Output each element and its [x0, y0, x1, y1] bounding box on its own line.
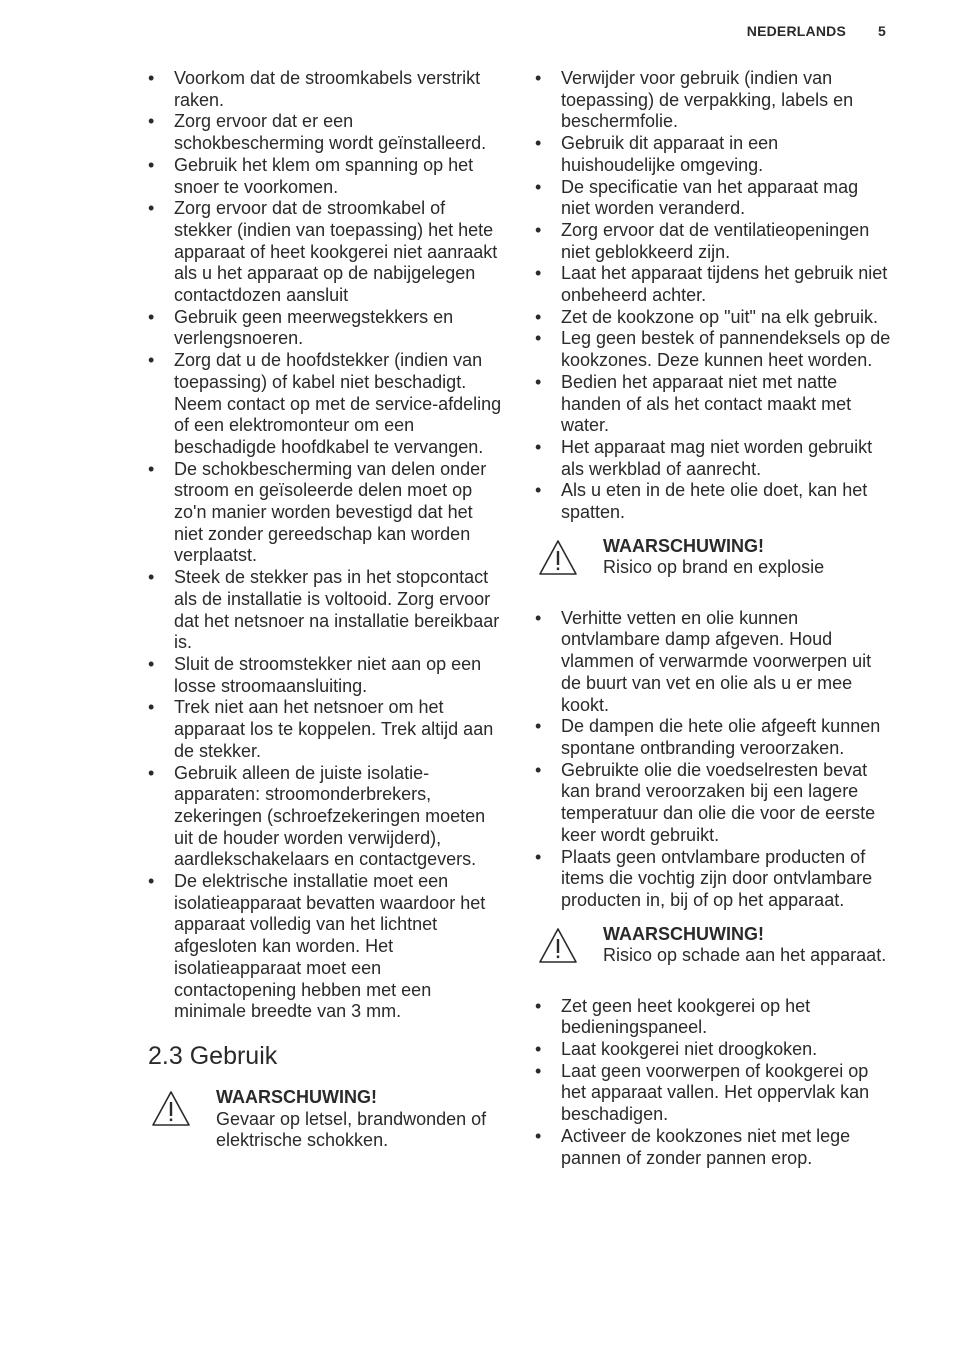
list-item: • Verhitte vetten en olie kunnen ontvlambare damp afgeven. Houd vlammen of verwarmde voorwerpen uit de buurt van vet en olie als u er mee kookt.	[535, 608, 891, 717]
list-item: • De specificatie van het apparaat mag niet worden veranderd.	[535, 177, 891, 220]
warning-text: Risico op brand en explosie	[603, 557, 825, 578]
list-item: • Activeer de kookzones niet met lege pannen of zonder pannen erop.	[535, 1126, 891, 1169]
list-item: • Laat het apparaat tijdens het gebruik niet onbeheerd achter.	[535, 263, 891, 306]
warning-block-fire	[535, 536, 891, 586]
list-item: • De dampen die hete olie afgeeft kunnen spontane ontbranding veroorzaken.	[535, 716, 891, 759]
left-bullet-list	[148, 68, 504, 1023]
list-item: • De schokbescherming van delen onder stroom en geïsoleerde delen moet op zo'n manier worden bevestigd dat het niet zonder gereedschap kan worden verplaatst.	[148, 459, 504, 568]
list-item: • Laat geen voorwerpen of kookgerei op het apparaat vallen. Het oppervlak kan beschadigen.	[535, 1061, 891, 1126]
section-heading	[148, 1041, 504, 1071]
list-item: • Bedien het apparaat niet met natte handen of als het contact maakt met water.	[535, 372, 891, 437]
warning-triangle-icon	[538, 927, 578, 964]
list-item: • Voorkom dat de stroomkabels verstrikt raken.	[148, 68, 504, 111]
list-item: • Trek niet aan het netsnoer om het apparaat los te koppelen. Trek altijd aan de stekker.	[148, 697, 504, 762]
warning-block-damage	[535, 924, 891, 974]
page-number: 5	[878, 23, 886, 39]
warning-text: Risico op schade aan het apparaat.	[603, 945, 887, 966]
left-column	[148, 68, 504, 1174]
list-item: • Het apparaat mag niet worden gebruikt als werkblad of aanrecht.	[535, 437, 891, 480]
list-item: • Zet de kookzone op "uit" na elk gebruik.	[535, 307, 891, 329]
list-item: • Als u eten in de hete olie doet, kan het spatten.	[535, 480, 891, 523]
warning-title: WAARSCHUWING!	[216, 1086, 377, 1107]
list-item: • Gebruik alleen de juiste isolatie-apparaten: stroomonderbrekers, zekeringen (schroefzekeringen moeten uit de houder worden verwijderd), aardlekschakelaars en contactgevers.	[148, 763, 504, 872]
list-item: • Gebruik dit apparaat in een huishoudelijke omgeving.	[535, 133, 891, 176]
list-item: • Sluit de stroomstekker niet aan op een losse stroomaansluiting.	[148, 654, 504, 697]
warning-text: Gevaar op letsel, brandwonden of elektrische schokken.	[216, 1108, 487, 1151]
list-item: • Zorg ervoor dat de stroomkabel of stekker (indien van toepassing) het hete apparaat of heet kookgerei niet aanraakt als u het apparaat op de nabijgelegen contactdozen aansluit	[148, 198, 504, 307]
right-bullet-list-b	[535, 608, 891, 912]
section-title: Gebruik	[189, 1041, 278, 1070]
list-item: • Steek de stekker pas in het stopcontact als de installatie is voltooid. Zorg ervoor dat het netsnoer na installatie bereikbaar is.	[148, 567, 504, 654]
list-item: • Zet geen heet kookgerei op het bedieningspaneel.	[535, 996, 891, 1039]
right-column	[535, 68, 891, 1169]
warning-title: WAARSCHUWING!	[603, 923, 764, 944]
list-item: • Gebruikte olie die voedselresten bevat kan brand veroorzaken bij een lagere temperatuur dan olie die voor de eerste keer wordt gebruikt.	[535, 760, 891, 847]
list-item: • De elektrische installatie moet een isolatieapparaat bevatten waardoor het apparaat volledig van het lichtnet afgesloten kan worden. Het isolatieapparaat moet een contactopening hebben met een minimale breedte van 3 mm.	[148, 871, 504, 1023]
language-label: NEDERLANDS	[746, 23, 846, 39]
list-item: • Leg geen bestek of pannendeksels op de kookzones. Deze kunnen heet worden.	[535, 328, 891, 371]
list-item: • Zorg ervoor dat er een schokbescherming wordt geïnstalleerd.	[148, 111, 504, 154]
list-item: • Verwijder voor gebruik (indien van toepassing) de verpakking, labels en beschermfolie.	[535, 68, 891, 133]
warning-triangle-icon	[538, 539, 578, 576]
right-bullet-list-a	[535, 68, 891, 524]
list-item: • Laat kookgerei niet droogkoken.	[535, 1039, 891, 1061]
section-number: 2.3	[148, 1041, 183, 1070]
right-bullet-list-c	[535, 996, 891, 1170]
warning-block-injury	[148, 1087, 504, 1152]
list-item: • Zorg ervoor dat de ventilatieopeningen niet geblokkeerd zijn.	[535, 220, 891, 263]
list-item: • Zorg dat u de hoofdstekker (indien van toepassing) of kabel niet beschadigt. Neem contact op met de service-afdeling of een elektromonteur om een beschadigde hoofdkabel te vervangen.	[148, 350, 504, 459]
list-item: • Gebruik het klem om spanning op het snoer te voorkomen.	[148, 155, 504, 198]
warning-triangle-icon	[151, 1090, 191, 1127]
list-item: • Plaats geen ontvlambare producten of items die vochtig zijn door ontvlambare producten in, bij of op het apparaat.	[535, 847, 891, 912]
warning-title: WAARSCHUWING!	[603, 535, 764, 556]
list-item: • Gebruik geen meerwegstekkers en verlengsnoeren.	[148, 307, 504, 350]
